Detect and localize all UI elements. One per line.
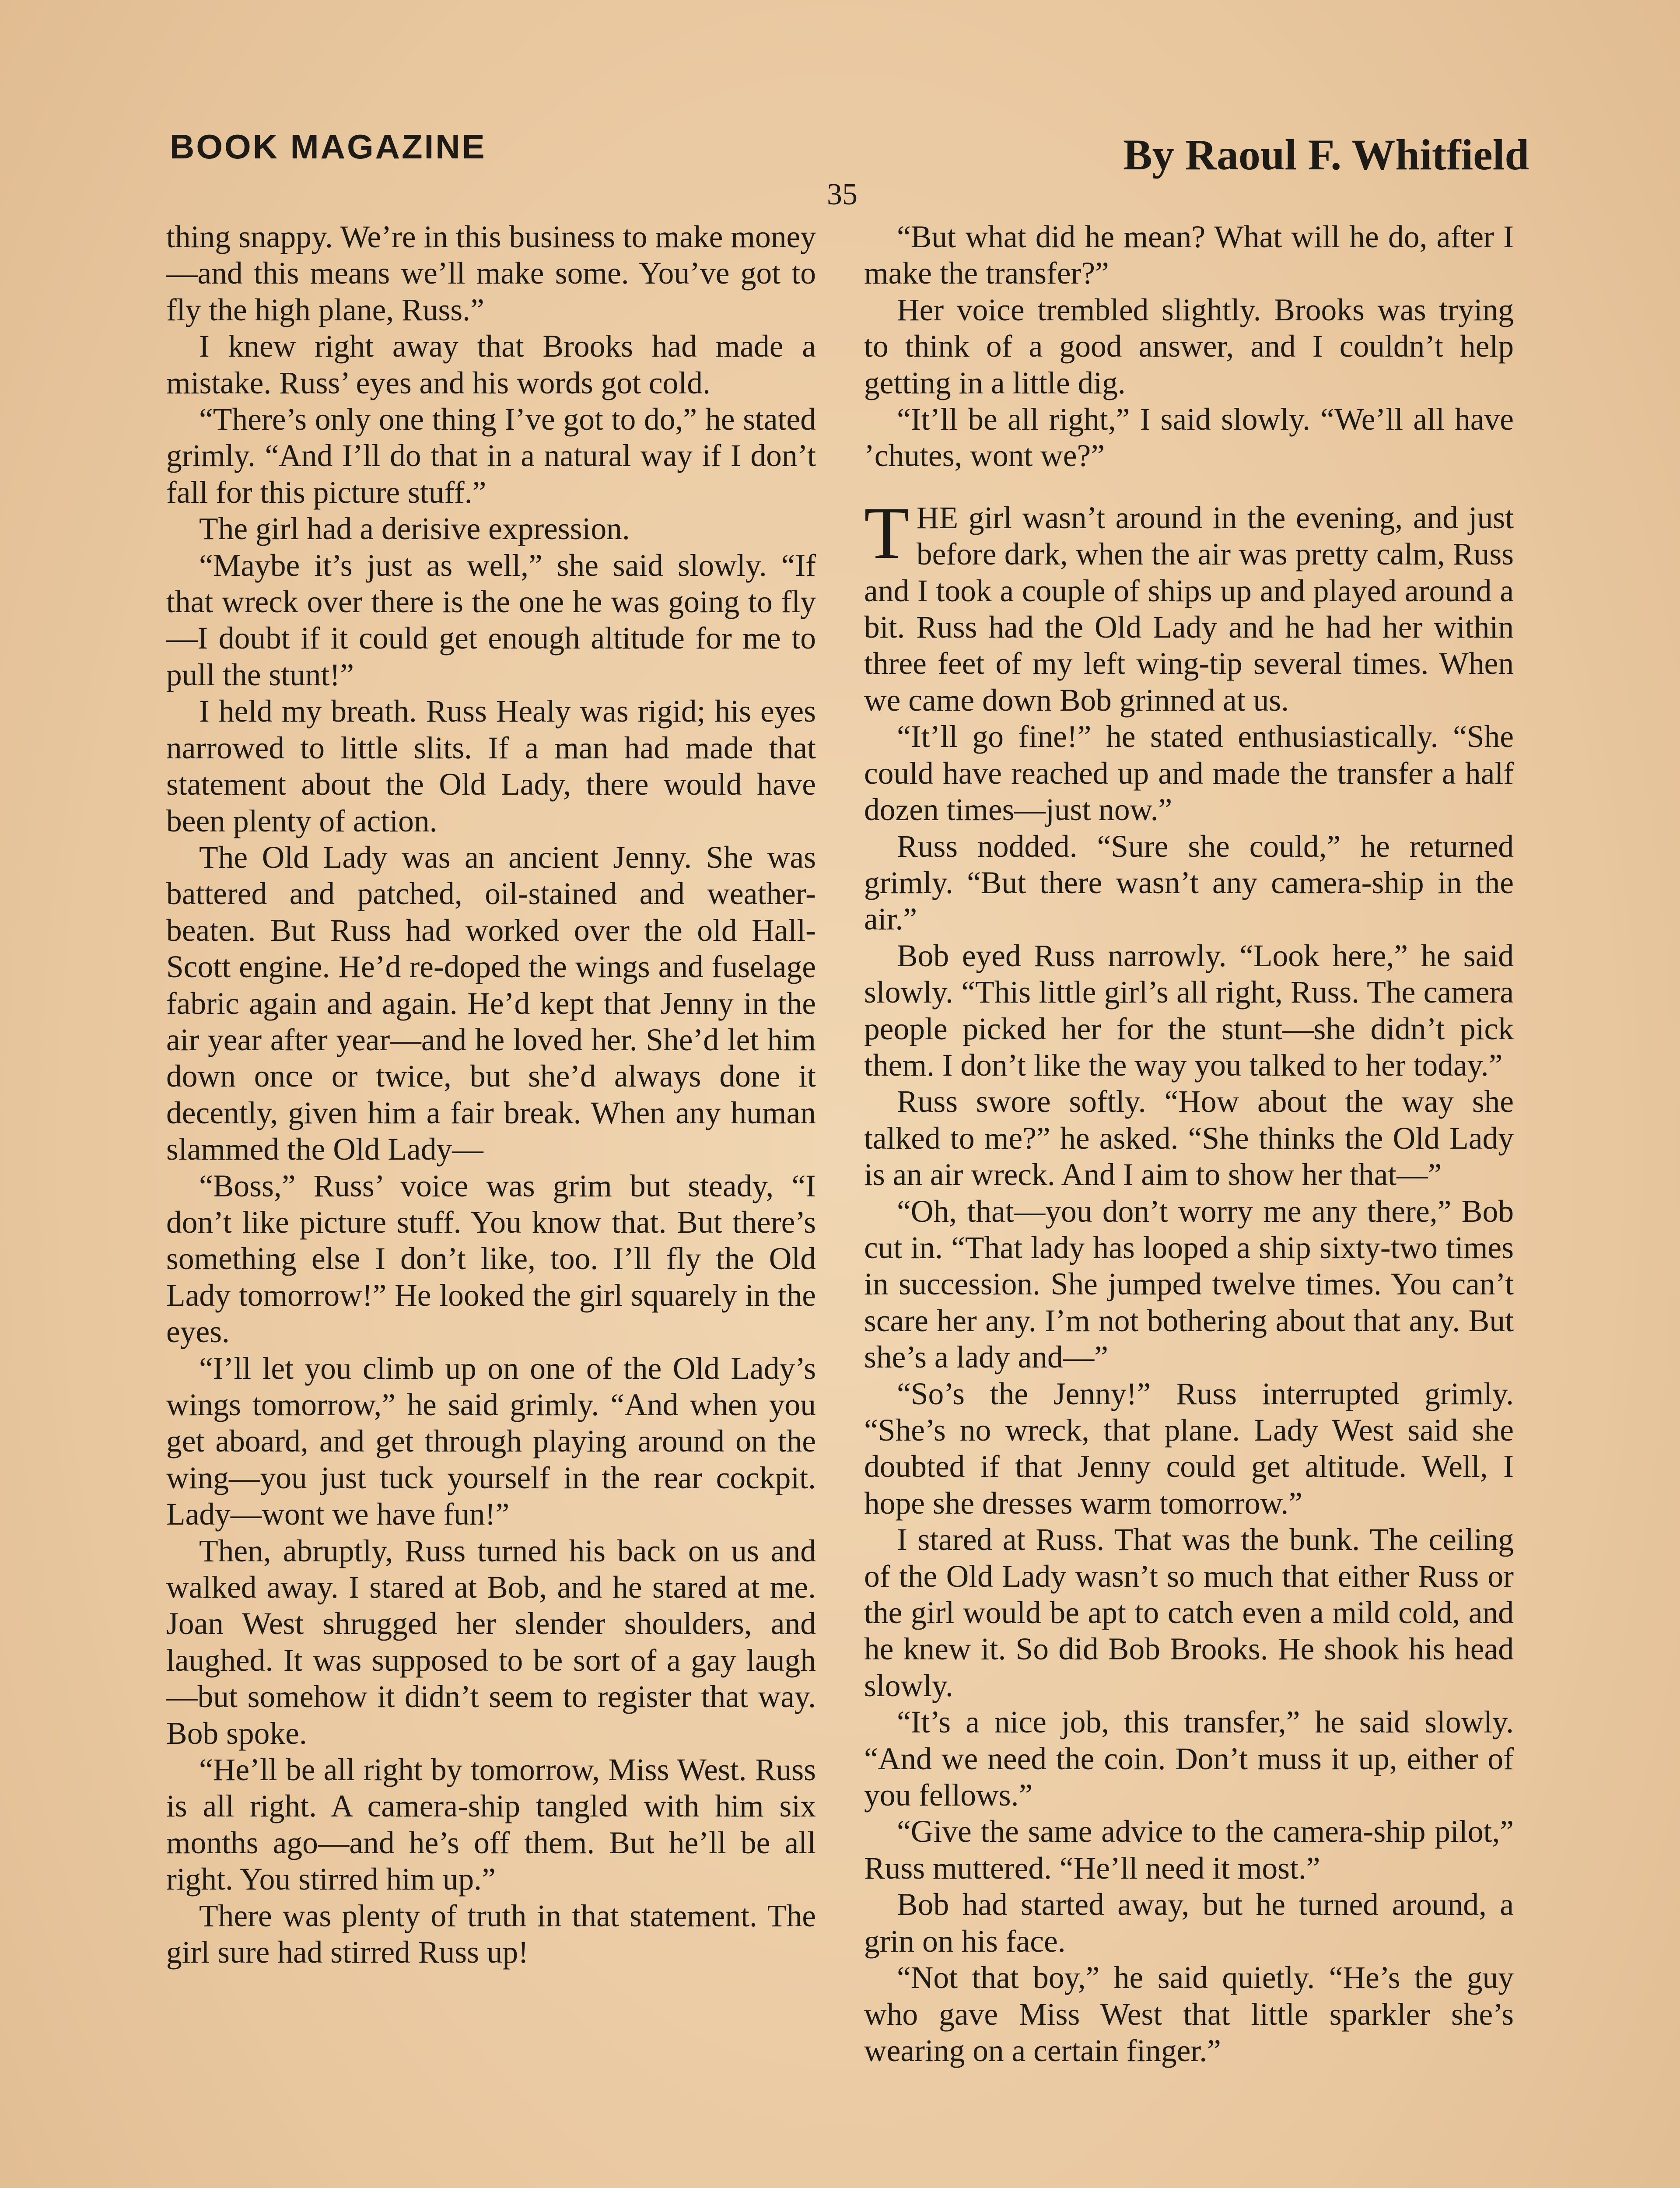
paragraph: “So’s the Jenny!” Russ interrupted grimly. “She’s no wreck, that plane. Lady West said she doubted if that Jenny could get altitude. Well, I hope she dresses warm tomorrow.” bbox=[864, 1376, 1514, 1521]
paragraph: “Maybe it’s just as well,” she said slowly. “If that wreck over there is the one he was going to fly—I doubt if it could get enough altitude for me to pull the stunt!” bbox=[166, 548, 816, 692]
paragraph: “It’s a nice job, this transfer,” he said slowly. “And we need the coin. Don’t muss it up, either of you fellows.” bbox=[864, 1705, 1514, 1813]
paragraph: The girl had a derisive expression. bbox=[199, 512, 630, 547]
paragraph: “Oh, that—you don’t worry me any there,” Bob cut in. “That lady has looped a ship sixty-two times in succession. She jumped twelve times. You can’t scare her any. I’m not bothering about that any. But she’s a lady and—” bbox=[864, 1194, 1514, 1375]
paragraph: I held my breath. Russ Healy was rigid; his eyes narrowed to little slits. If a man had made that statement about the Old Lady, there would have been plenty of action. bbox=[166, 694, 816, 838]
paragraph: “There’s only one thing I’ve got to do,” he stated grimly. “And I’ll do that in a natural way if I don’t fall for this picture stuff.” bbox=[166, 402, 816, 510]
author-byline: By Raoul F. Whitfield bbox=[1123, 130, 1529, 179]
paragraph: “Not that boy,” he said quietly. “He’s the guy who gave Miss West that little sparkler she’s wearing on a certain finger.” bbox=[864, 1960, 1514, 2068]
paragraph: There was plenty of truth in that statement. The girl sure had stirred Russ up! bbox=[166, 1898, 816, 1970]
paragraph: “It’ll go fine!” he stated enthusiastically. “She could have reached up and made the transfer a half dozen times—just now.” bbox=[864, 719, 1514, 828]
paragraph: “I’ll let you climb up on one of the Old Lady’s wings tomorrow,” he said grimly. “And when you get aboard, and get through playing around on the wing—you just tuck yourself in the rear cockpit. Lady—wont we have fun!” bbox=[166, 1351, 816, 1532]
paragraph: Then, abruptly, Russ turned his back on us and walked away. I stared at Bob, and he stared at me. Joan West shrugged her slender shoulders, and laughed. It was supposed to be sort of a gay laugh—but somehow it didn’t seem to register that way. Bob spoke. bbox=[166, 1533, 816, 1751]
paragraph: Bob had started away, but he turned around, a grin on his face. bbox=[864, 1887, 1514, 1959]
paragraph: “He’ll be all right by tomorrow, Miss West. Russ is all right. A camera-ship tangled with him six months ago—and he’s off them. But he’ll be all right. You stirred him up.” bbox=[166, 1753, 816, 1897]
paragraph: “It’ll be all right,” I said slowly. “We’ll all have ’chutes, wont we?” bbox=[864, 402, 1514, 473]
magazine-title: BOOK MAGAZINE bbox=[170, 127, 486, 166]
paragraph: Russ nodded. “Sure she could,” he returned grimly. “But there wasn’t any camera-ship in the air.” bbox=[864, 829, 1514, 937]
paragraph: “Boss,” Russ’ voice was grim but steady, “I don’t like picture stuff. You know that. But there’s something else I don’t like, too. I’ll fly the Old Lady tomorrow!” He looked the girl squarely in the eyes. bbox=[166, 1168, 816, 1350]
paragraph: Russ swore softly. “How about the way she talked to me?” he asked. “She thinks the Old Lady is an air wreck. And I aim to show her that—” bbox=[864, 1084, 1514, 1192]
paragraph: thing snappy. We’re in this business to make money—and this means we’ll make some. You’ve got to fly the high plane, Russ.” bbox=[166, 220, 816, 327]
paragraph: I knew right away that Brooks had made a mistake. Russ’ eyes and his words got cold. bbox=[166, 329, 816, 400]
paragraph: Her voice trembled slightly. Brooks was trying to think of a good answer, and I couldn’t help getting in a little dig. bbox=[864, 292, 1514, 400]
drop-cap: T bbox=[864, 491, 910, 574]
paragraph: I stared at Russ. That was the bunk. The ceiling of the Old Lady wasn’t so much that either Russ or the girl would be apt to catch even a mild cold, and he knew it. So did Bob Brooks. He shook his head slowly. bbox=[864, 1522, 1514, 1703]
paragraph: “But what did he mean? What will he do, after I make the transfer?” bbox=[864, 220, 1514, 291]
section-paragraph: THE girl wasn’t around in the evening, and just before dark, when the air was pretty calm, Russ and I took a couple of ships up and played around a bit. Russ had the Old Lady and he had her within three feet of my left wing-tip several times. When we came down Bob grinned at us. bbox=[864, 491, 1514, 718]
paragraph: “Give the same advice to the camera-ship pilot,” Russ muttered. “He’ll need it most.” bbox=[864, 1814, 1514, 1886]
left-column bbox=[166, 219, 816, 1971]
paragraph: The Old Lady was an ancient Jenny. She was battered and patched, oil-stained and weather-beaten. But Russ had worked over the old Hall-Scott engine. He’d re-doped the wings and fuselage fabric again and again. He’d kept that Jenny in the air year after year—and he loved her. She’d let him down once or twice, but she’d always done it decently, given him a fair break. When any human slammed the Old Lady— bbox=[166, 840, 816, 1167]
page-number: 35 bbox=[827, 178, 858, 211]
paragraph: Bob eyed Russ narrowly. “Look here,” he said slowly. “This little girl’s all right, Russ. The camera people picked her for the stunt—she didn’t pick them. I don’t like the way you talked to her today.” bbox=[864, 938, 1514, 1083]
right-column bbox=[864, 219, 1514, 2069]
